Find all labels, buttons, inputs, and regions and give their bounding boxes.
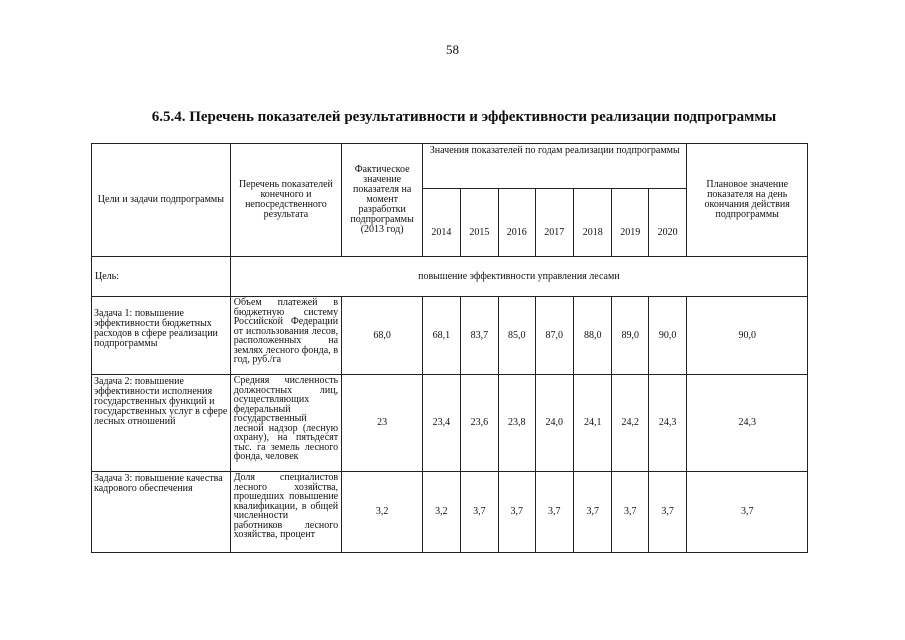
year-2018: 2018 — [574, 189, 612, 257]
year-2017: 2017 — [535, 189, 573, 257]
table-row — [92, 472, 808, 553]
value-cell: 23,8 — [499, 375, 535, 472]
value-cell: 23,6 — [460, 375, 498, 472]
value-cell: 3,7 — [460, 472, 498, 553]
indicator-cell: Объем платежей в бюджетную систему Российской Федерации от использования лесов, расположенных на землях лесного фонда, в год, руб./га — [230, 297, 341, 375]
page-number: 58 — [446, 42, 459, 57]
header-row-1 — [92, 144, 808, 189]
year-2020: 2020 — [648, 189, 686, 257]
table-row — [92, 297, 808, 375]
value-cell: 24,2 — [612, 375, 648, 472]
planned-value-cell: 24,3 — [687, 375, 808, 472]
header-indicators: Перечень показателей конечного и непосредственного результата — [230, 144, 341, 257]
indicator-cell: Средняя численность должностных лиц, осуществляющих федеральный государственный лесной надзор (лесную охрану), на пятьдесят тыс. га земель лесного фонда, человек — [230, 375, 341, 472]
value-cell: 24,3 — [648, 375, 686, 472]
indicator-cell: Доля специалистов лесного хозяйства, прошедших повышение квалификации, в общей численности работников лесного хозяйства, процент — [230, 472, 341, 553]
year-2014: 2014 — [423, 189, 460, 257]
value-cell: 23,4 — [423, 375, 460, 472]
value-cell: 68,1 — [423, 297, 460, 375]
year-2016: 2016 — [499, 189, 535, 257]
value-cell: 88,0 — [574, 297, 612, 375]
header-yearly-values: Значения показателей по годам реализации подпрограммы — [423, 144, 687, 189]
goal-text: повышение эффективности управления лесами — [230, 257, 807, 297]
section-heading: 6.5.4. Перечень показателей результативности и эффективности реализации подпрограммы — [151, 109, 777, 125]
indicators-table — [91, 143, 808, 553]
value-cell: 3,2 — [423, 472, 460, 553]
header-actual-value: Фактическое значение показателя на момент разработки подпрограммы (2013 год) — [342, 144, 423, 257]
value-cell: 85,0 — [499, 297, 535, 375]
header-planned-value: Плановое значение показателя на день окончания действия подпрограммы — [687, 144, 808, 257]
year-2019: 2019 — [612, 189, 648, 257]
header-goals-tasks: Цели и задачи подпрограммы — [92, 144, 231, 257]
value-cell: 90,0 — [648, 297, 686, 375]
actual-value-cell: 3,2 — [342, 472, 423, 553]
value-cell: 87,0 — [535, 297, 573, 375]
value-cell: 3,7 — [612, 472, 648, 553]
goal-label: Цель: — [92, 257, 231, 297]
value-cell: 3,7 — [574, 472, 612, 553]
value-cell: 24,0 — [535, 375, 573, 472]
value-cell: 3,7 — [535, 472, 573, 553]
value-cell: 3,7 — [499, 472, 535, 553]
actual-value-cell: 23 — [342, 375, 423, 472]
task-cell: Задача 3: повышение качества кадрового обеспечения — [92, 472, 231, 553]
actual-value-cell: 68,0 — [342, 297, 423, 375]
planned-value-cell: 90,0 — [687, 297, 808, 375]
planned-value-cell: 3,7 — [687, 472, 808, 553]
goal-row — [92, 257, 808, 297]
value-cell: 3,7 — [648, 472, 686, 553]
year-2015: 2015 — [460, 189, 498, 257]
value-cell: 24,1 — [574, 375, 612, 472]
task-cell: Задача 2: повышение эффективности исполнения государственных функций и государственных услуг в сфере лесных отношений — [92, 375, 231, 472]
value-cell: 89,0 — [612, 297, 648, 375]
task-cell: Задача 1: повышение эффективности бюджетных расходов в сфере реализации подпрограммы — [92, 297, 231, 375]
value-cell: 83,7 — [460, 297, 498, 375]
table-row — [92, 375, 808, 472]
